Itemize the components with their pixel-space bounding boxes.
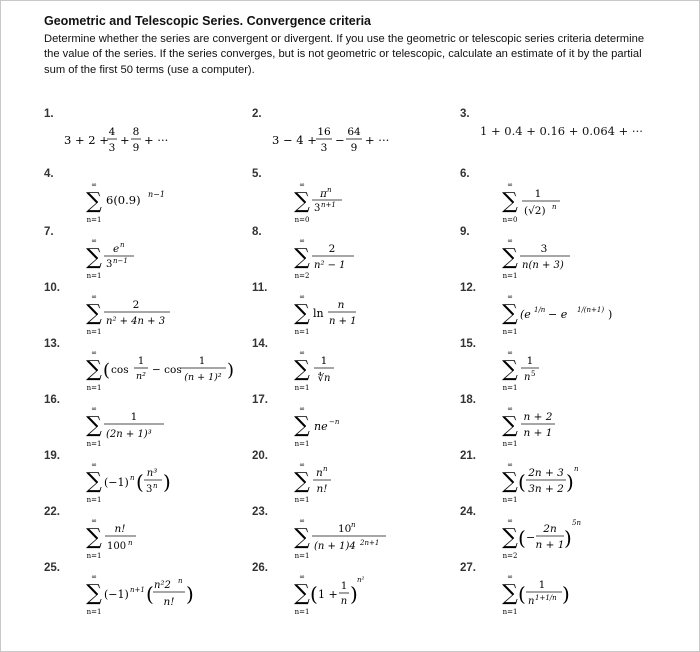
svg-text:ln: ln [313,307,324,320]
svg-text:3: 3 [314,203,321,214]
svg-text:∑: ∑ [86,581,102,606]
svg-text:1: 1 [130,411,138,423]
svg-text:∞: ∞ [91,181,97,189]
svg-text:3: 3 [106,259,113,270]
svg-text:(: ( [310,582,318,606]
svg-text:2: 2 [132,299,140,311]
problem-number-6: 6. [460,168,470,180]
svg-text:n=1: n=1 [294,608,310,616]
problem-number-20: 20. [252,450,268,462]
svg-text:n: n [552,203,557,211]
svg-text:∞: ∞ [91,237,97,245]
svg-text:): ) [564,526,572,550]
problem-number-1: 1. [44,108,54,120]
svg-text:n=2: n=2 [294,272,310,280]
svg-text:n=1: n=1 [86,272,102,280]
svg-text:(: ( [103,360,111,381]
svg-text:n + 1: n + 1 [329,316,357,327]
problem-8 [294,234,394,280]
problem-number-8: 8. [252,226,262,238]
svg-text:n=1: n=1 [294,328,310,336]
problem-number-7: 7. [44,226,54,238]
svg-text:+ ···: + ··· [365,133,390,147]
problem-number-22: 22. [44,506,60,518]
svg-text:− e: − e [548,308,568,321]
svg-text:): ) [227,360,235,381]
svg-text:n + 2: n + 2 [523,411,553,423]
problem-24 [502,514,612,560]
svg-text:π: π [320,188,327,200]
problem-12 [502,290,632,336]
problem-18 [502,402,592,448]
svg-text:n=1: n=1 [86,384,102,392]
svg-text:∑: ∑ [502,413,518,438]
svg-text:∞: ∞ [299,573,305,581]
svg-text:1: 1 [137,356,145,367]
svg-text:(e: (e [520,308,531,321]
svg-text:9: 9 [350,142,358,154]
svg-text:1+1/n: 1+1/n [535,594,557,602]
svg-text:∑: ∑ [86,189,102,214]
svg-text:2n+1: 2n+1 [360,539,380,547]
svg-text:1: 1 [320,355,328,367]
svg-text:−: − [335,133,345,147]
svg-text:n: n [337,299,345,311]
problem-number-11: 11. [252,282,268,294]
svg-text:n(n + 3): n(n + 3) [522,260,564,271]
svg-text:∑: ∑ [502,581,518,606]
svg-text:n!: n! [316,483,328,495]
svg-text:n: n [351,521,356,529]
svg-text:(−1): (−1) [104,588,129,601]
svg-text:2n + 3: 2n + 3 [528,467,564,479]
problem-number-17: 17. [252,394,268,406]
svg-text:∞: ∞ [507,461,513,469]
svg-text:∑: ∑ [294,413,310,438]
svg-text:n!: n! [114,523,126,535]
svg-text:(−1): (−1) [104,476,129,489]
svg-text:∑: ∑ [502,469,518,494]
svg-text:∑: ∑ [294,525,310,550]
svg-text:100: 100 [107,541,127,552]
svg-text:∜n: ∜n [317,373,331,384]
svg-text:n=1: n=1 [502,440,518,448]
svg-text:): ) [163,470,171,494]
svg-text:n=0: n=0 [502,216,518,224]
svg-text:− cos: − cos [152,364,182,376]
svg-text:n: n [323,465,328,473]
svg-text:n: n [340,596,348,607]
problem-number-12: 12. [460,282,476,294]
problem-23 [294,514,404,560]
svg-text:∞: ∞ [91,461,97,469]
problem-number-19: 19. [44,450,60,462]
svg-text:∑: ∑ [86,469,102,494]
svg-text:n² + 4n + 3: n² + 4n + 3 [106,316,166,327]
svg-text:n: n [130,474,135,482]
svg-text:∞: ∞ [91,517,97,525]
svg-text:−n: −n [329,418,340,426]
svg-text:3: 3 [320,142,328,154]
svg-text:∞: ∞ [507,349,513,357]
problem-number-14: 14. [252,338,268,350]
svg-text:∑: ∑ [86,301,102,326]
problem-number-13: 13. [44,338,60,350]
svg-text:∞: ∞ [299,517,305,525]
svg-text:5n: 5n [572,519,581,527]
svg-text:): ) [608,308,613,321]
problem-16 [86,402,196,448]
problem-14 [294,346,374,392]
svg-text:(: ( [136,470,144,494]
problem-number-10: 10. [44,282,60,294]
svg-text:∞: ∞ [91,293,97,301]
problem-17 [294,402,374,448]
svg-text:n: n [316,467,323,479]
problem-number-27: 27. [460,562,476,574]
svg-text:∞: ∞ [91,405,97,413]
svg-text:∞: ∞ [299,405,305,413]
svg-text:n + 1: n + 1 [523,427,553,439]
svg-text:n+1: n+1 [321,201,336,209]
svg-text:n!: n! [163,596,175,608]
problem-number-4: 4. [44,168,54,180]
problem-19 [86,458,206,504]
svg-text:3: 3 [540,243,548,255]
svg-text:n: n [574,465,579,473]
svg-text:3: 3 [108,142,116,154]
svg-text:n=1: n=1 [86,328,102,336]
svg-text:∞: ∞ [299,349,305,357]
svg-text:n=2: n=2 [502,552,518,560]
problem-26 [294,570,394,620]
svg-text:3 − 4 +: 3 − 4 + [272,133,317,147]
svg-text:(: ( [146,582,154,606]
svg-text:∑: ∑ [294,245,310,270]
svg-text:8: 8 [132,126,140,138]
page-title: Geometric and Telescopic Series. Convergence criteria [44,14,371,28]
svg-text:−: − [526,531,536,544]
problem-number-18: 18. [460,394,476,406]
svg-text:∑: ∑ [294,357,310,382]
problem-number-3: 3. [460,108,470,120]
svg-text:3: 3 [146,484,153,495]
svg-text:∞: ∞ [507,405,513,413]
problem-11 [294,290,394,336]
problem-20 [294,458,374,504]
svg-text:n=0: n=0 [294,216,310,224]
svg-text:∑: ∑ [294,581,310,606]
problem-4 [86,178,206,224]
svg-text:∞: ∞ [507,573,513,581]
svg-text:∑: ∑ [86,525,102,550]
svg-text:16: 16 [317,126,331,138]
svg-text:∑: ∑ [502,189,518,214]
problem-number-26: 26. [252,562,268,574]
svg-text:n: n [128,539,133,547]
problem-number-2: 2. [252,108,262,120]
svg-text:3n + 2: 3n + 2 [528,483,564,495]
svg-text:∑: ∑ [502,245,518,270]
problem-number-16: 16. [44,394,60,406]
svg-text:2: 2 [328,243,336,255]
problem-7 [86,234,186,280]
svg-text:4: 4 [108,126,116,138]
svg-text:∑: ∑ [294,189,310,214]
svg-text:∞: ∞ [507,293,513,301]
svg-text:(n + 1)²: (n + 1)² [184,372,222,383]
problem-21 [502,458,612,504]
svg-text:1: 1 [538,579,546,591]
svg-text:∑: ∑ [86,413,102,438]
svg-text:+ ···: + ··· [144,133,169,147]
svg-text:∑: ∑ [502,357,518,382]
problem-number-23: 23. [252,506,268,518]
problem-22 [86,514,176,560]
svg-text:5: 5 [531,370,536,378]
problem-number-24: 24. [460,506,476,518]
problem-number-21: 21. [460,450,476,462]
svg-text:n=1: n=1 [502,328,518,336]
svg-text:1: 1 [198,356,206,367]
svg-text:1: 1 [534,188,542,200]
svg-text:9: 9 [132,142,140,154]
svg-text:∑: ∑ [86,357,102,382]
svg-text:2n: 2n [543,523,557,535]
svg-text:n³: n³ [146,468,158,479]
problem-5 [294,178,394,224]
svg-text:(: ( [518,470,526,494]
problem-9 [502,234,602,280]
svg-text:n: n [528,596,535,607]
svg-text:+: + [120,133,130,147]
svg-text:n=1: n=1 [502,608,518,616]
problem-1 [64,120,204,160]
problem-25 [86,570,216,620]
svg-text:cos: cos [111,364,129,376]
svg-text:n−1: n−1 [113,257,128,265]
problem-27 [502,570,602,620]
svg-text:∞: ∞ [299,293,305,301]
svg-text:3 + 2 +: 3 + 2 + [64,133,109,147]
svg-text:n: n [327,186,332,194]
svg-text:1: 1 [526,355,534,367]
svg-text:n + 1: n + 1 [535,539,565,551]
svg-text:n=1: n=1 [294,440,310,448]
svg-text:n=1: n=1 [294,384,310,392]
svg-text:∑: ∑ [502,525,518,550]
svg-text:n: n [178,577,183,585]
svg-text:1 +: 1 + [318,588,338,601]
svg-text:∞: ∞ [299,181,305,189]
svg-text:n: n [120,241,125,249]
svg-text:n=1: n=1 [86,552,102,560]
problem-number-15: 15. [460,338,476,350]
svg-text:64: 64 [347,126,361,138]
svg-text:(n + 1)4: (n + 1)4 [314,541,356,552]
problem-number-9: 9. [460,226,470,238]
svg-text:∞: ∞ [91,573,97,581]
svg-text:n=1: n=1 [86,440,102,448]
svg-text:1: 1 [340,581,348,592]
problem-2 [272,120,422,160]
instructions: Determine whether the series are convergent or divergent. If you use the geometric or telescopic series criteria determine the value of the series. If the series converges, but is not geometric or telescopic, calculate an estimate of it by the partial sum of the first 50 terms (use a computer). [44,33,645,76]
svg-text:): ) [186,582,194,606]
svg-text:∞: ∞ [507,181,513,189]
svg-text:n: n [524,372,531,383]
svg-text:∑: ∑ [86,245,102,270]
svg-text:n=1: n=1 [294,552,310,560]
svg-text:(√2): (√2) [524,205,546,217]
svg-text:∞: ∞ [299,237,305,245]
svg-text:): ) [566,470,574,494]
svg-text:n: n [153,482,158,490]
svg-text:∑: ∑ [502,301,518,326]
problem-13 [86,346,246,392]
problem-number-25: 25. [44,562,60,574]
svg-text:n² − 1: n² − 1 [314,260,346,271]
svg-text:n=1: n=1 [502,496,518,504]
svg-text:1/n: 1/n [534,306,546,314]
svg-text:): ) [562,582,570,606]
svg-text:∑: ∑ [294,469,310,494]
svg-text:): ) [350,582,358,606]
svg-text:n=1: n=1 [86,216,102,224]
svg-text:1/(n+1): 1/(n+1) [577,306,605,314]
svg-text:∞: ∞ [299,461,305,469]
svg-text:n²: n² [357,576,365,584]
svg-text:n=1: n=1 [86,496,102,504]
svg-text:10: 10 [338,523,352,535]
svg-text:n=1: n=1 [294,496,310,504]
svg-text:n²2: n²2 [154,580,171,591]
svg-text:n=1: n=1 [86,608,102,616]
svg-text:n+1: n+1 [130,586,145,594]
svg-text:(: ( [518,582,526,606]
problem-15 [502,346,582,392]
svg-text:∞: ∞ [91,349,97,357]
svg-text:∞: ∞ [507,237,513,245]
svg-text:∑: ∑ [294,301,310,326]
svg-text:n−1: n−1 [148,190,165,199]
svg-text:n=1: n=1 [502,384,518,392]
svg-text:(: ( [518,526,526,550]
svg-text:n²: n² [136,371,146,382]
svg-text:(2n + 1)³: (2n + 1)³ [106,429,152,440]
problem-3: 1 + 0.4 + 0.16 + 0.064 + ··· [480,124,643,138]
problem-6 [502,178,602,224]
svg-text:6(0.9): 6(0.9) [106,193,141,207]
svg-text:ne: ne [314,420,328,433]
problem-number-5: 5. [252,168,262,180]
svg-text:n=1: n=1 [502,272,518,280]
problem-10 [86,290,196,336]
svg-text:∞: ∞ [507,517,513,525]
svg-text:e: e [113,243,120,255]
